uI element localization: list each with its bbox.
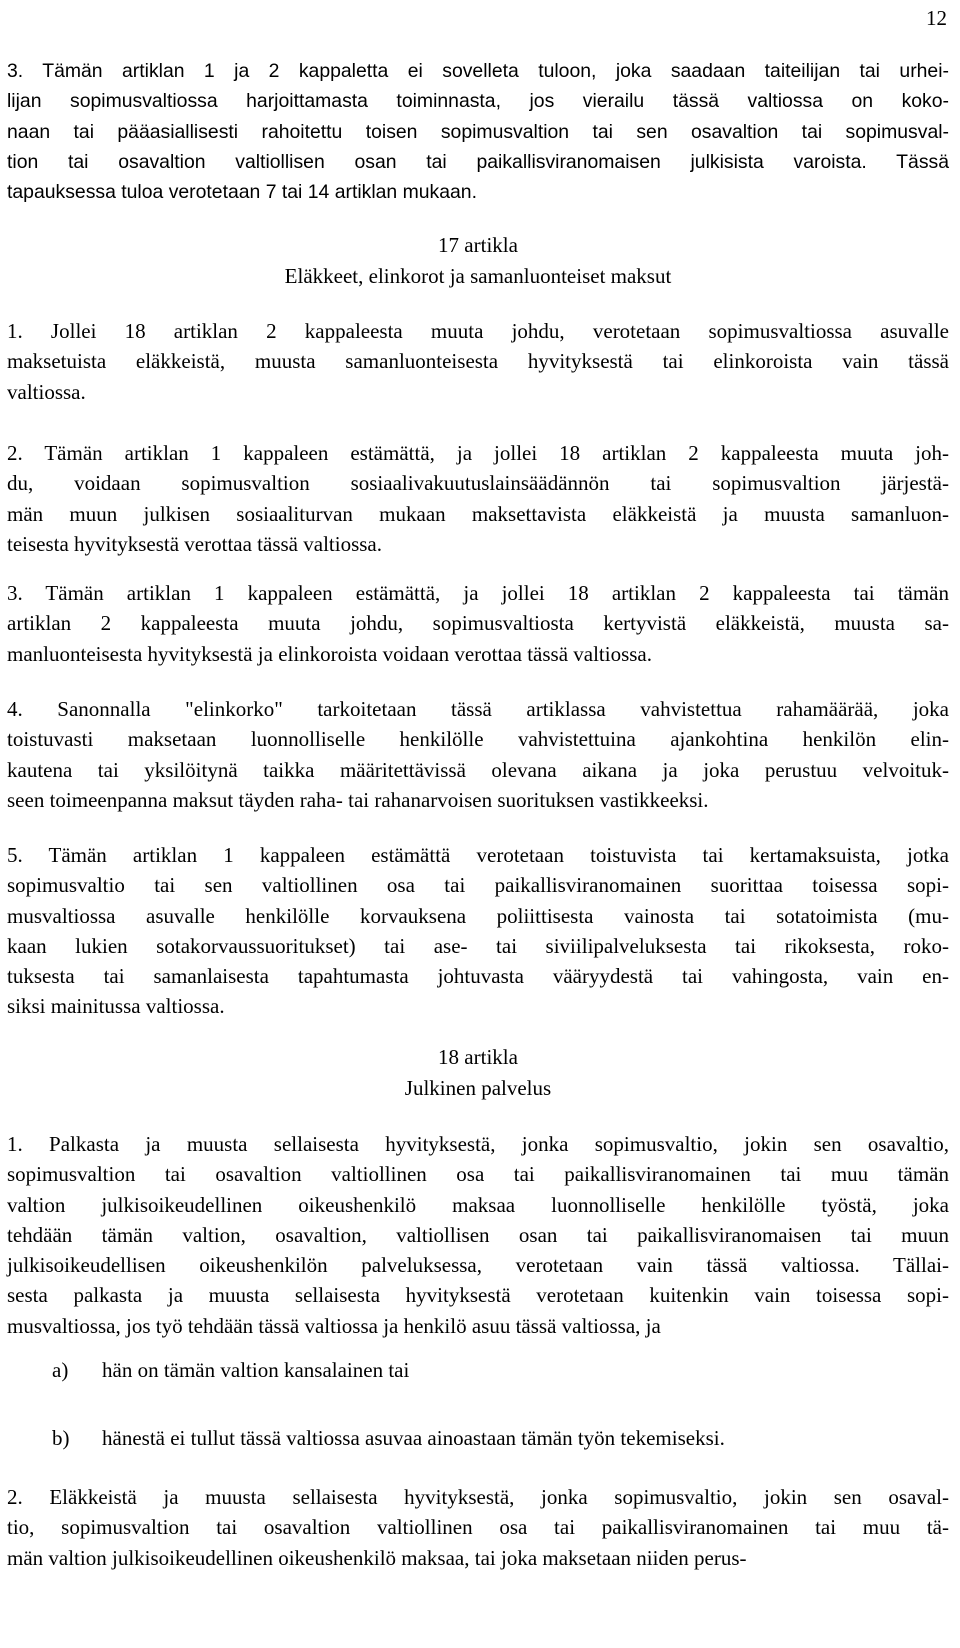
text-line: manluonteisesta hyvityksestä ja elinkoroista voidaan verottaa tässä valtiossa. (7, 641, 653, 666)
text-line: valtion julkisoikeudellinen oikeushenkilö maksaa luonnolliselle henkilölle työstä, joka (7, 1192, 949, 1217)
text-line: teisesta hyvityksestä verottaa tässä valtiossa. (7, 531, 382, 556)
text-line: 2. Tämän artiklan 1 kappaleen estämättä, ja jollei 18 artiklan 2 kappaleesta muuta joh- (7, 441, 949, 465)
text-line: 4. Sanonnalla "elinkorko" tarkoitetaan tässä artiklassa vahvistettua rahamäärää, joka (7, 697, 949, 721)
paragraph-art17-1 (7, 316, 949, 407)
article-title: Eläkkeet, elinkorot ja samanluonteiset maksut (284, 264, 672, 288)
text-line: sopimusvaltion tai osavaltion valtiollinen osa tai paikallisviranomainen tai muu tämän (7, 1162, 949, 1187)
paragraph-art17-5 (7, 840, 949, 1022)
text-line: tuksesta tai samanlaisesta tapahtumasta johtuvasta vääryydestä tai vahingosta, vain en- (7, 964, 949, 989)
paragraph-art18-2 (7, 1482, 949, 1573)
page-number: 12 (926, 6, 947, 30)
text-line: 3. Tämän artiklan 1 kappaleen estämättä, ja jollei 18 artiklan 2 kappaleesta tai tämän (7, 581, 949, 605)
paragraph-art18-1 (7, 1129, 949, 1341)
document-page (7, 0, 951, 1648)
list-item-a (52, 1355, 409, 1385)
text-line: 3. Tämän artiklan 1 ja 2 kappaletta ei sovelleta tuloon, joka saadaan taiteilijan tai urhei- (7, 60, 949, 82)
text-line: kaan lukien sotakorvaussuoritukset) tai ase- tai siviilipalveluksesta tai rikoksesta, roko- (7, 933, 949, 958)
text-line: du, voidaan sopimusvaltion sosiaalivakuutuslainsäädännön tai sopimusvaltion järjestä- (7, 471, 949, 496)
text-line: tehdään tämän valtion, osavaltion, valtiollisen osan tai paikallisviranomaisen tai muun (7, 1222, 949, 1247)
text-line: tapauksessa tuloa verotetaan 7 tai 14 artiklan mukaan. (7, 181, 477, 204)
text-line: musvaltiossa asuvalle henkilölle korvauksena poliittisesta vainosta tai sotatoimista (mu- (7, 903, 949, 928)
text-line: lijan sopimusvaltiossa harjoittamasta toiminnasta, jos vierailu tässä valtiossa on koko- (7, 90, 949, 113)
list-marker: a) (52, 1358, 69, 1382)
list-item-b (52, 1423, 725, 1453)
text-line: män valtion julkisoikeudellinen oikeushenkilö maksaa, tai joka maksetaan niiden perus- (7, 1545, 747, 1570)
text-line: tion tai osavaltion valtiollisen osan tai paikallisviranomaisen julkisista varoista. Tässä (7, 150, 949, 173)
text-line: musvaltiossa, jos työ tehdään tässä valtiossa ja henkilö asuu tässä valtiossa, ja (7, 1313, 661, 1338)
paragraph-art17-3 (7, 578, 949, 669)
list-text: hän on tämän valtion kansalainen tai (102, 1358, 410, 1382)
article-heading-18 (7, 1042, 949, 1104)
article-heading-17 (7, 230, 949, 292)
text-line: valtiossa. (7, 379, 86, 404)
text-line: seen toimeenpanna maksut täyden raha- tai rahanarvoisen suorituksen vastikkeeksi. (7, 787, 709, 812)
text-line: tio, sopimusvaltion tai osavaltion valtiollinen osa tai paikallisviranomainen tai muu tä- (7, 1515, 949, 1540)
list-marker: b) (52, 1426, 70, 1450)
text-line: artiklan 2 kappaleesta muuta johdu, sopimusvaltiosta kertyvistä eläkkeistä, muusta sa- (7, 611, 949, 636)
list-text: hänestä ei tullut tässä valtiossa asuvaa ainoastaan tämän työn tekemiseksi. (102, 1426, 725, 1450)
text-line: kautena tai yksilöitynä taikka määritettävissä olevana aikana ja joka perustuu velvoituk- (7, 757, 949, 782)
paragraph-art17-2 (7, 438, 949, 559)
text-line: 1. Palkasta ja muusta sellaisesta hyvityksestä, jonka sopimusvaltio, jokin sen osavaltio, (7, 1132, 949, 1156)
text-line: sopimusvaltio tai sen valtiollinen osa tai paikallisviranomainen suorittaa toisessa sopi- (7, 873, 949, 898)
article-title: Julkinen palvelus (404, 1076, 552, 1100)
text-line: julkisoikeudellisen oikeushenkilön palveluksessa, verotetaan vain tässä valtiossa. Tällai- (7, 1253, 949, 1278)
text-line: 2. Eläkkeistä ja muusta sellaisesta hyvityksestä, jonka sopimusvaltio, jokin sen osaval- (7, 1485, 949, 1509)
paragraph-art16-3 (7, 56, 949, 207)
text-line: 5. Tämän artiklan 1 kappaleen estämättä verotetaan toistuvista tai kertamaksuista, jotka (7, 843, 949, 867)
text-line: siksi mainitussa valtiossa. (7, 994, 225, 1019)
text-line: toistuvasti maksetaan luonnolliselle henkilölle vahvistettuina ajankohtina henkilön elin- (7, 727, 949, 752)
text-line: naan tai pääasiallisesti rahoitettu toisen sopimusvaltion tai sen osavaltion tai sopimusval- (7, 120, 949, 143)
paragraph-art17-4 (7, 694, 949, 815)
article-number: 18 artikla (438, 1045, 518, 1069)
text-line: maksetuista eläkkeistä, muusta samanluonteisesta hyvityksestä tai elinkoroista vain tässä (7, 349, 949, 374)
article-number: 17 artikla (438, 233, 518, 257)
text-line: män muun julkisen sosiaaliturvan mukaan maksettavista eläkkeistä ja muusta samanluon- (7, 501, 949, 526)
text-line: sesta palkasta ja muusta sellaisesta hyvityksestä verotetaan kuitenkin vain toisessa sopi- (7, 1283, 949, 1308)
text-line: 1. Jollei 18 artiklan 2 kappaleesta muuta johdu, verotetaan sopimusvaltiossa asuvalle (7, 319, 949, 343)
